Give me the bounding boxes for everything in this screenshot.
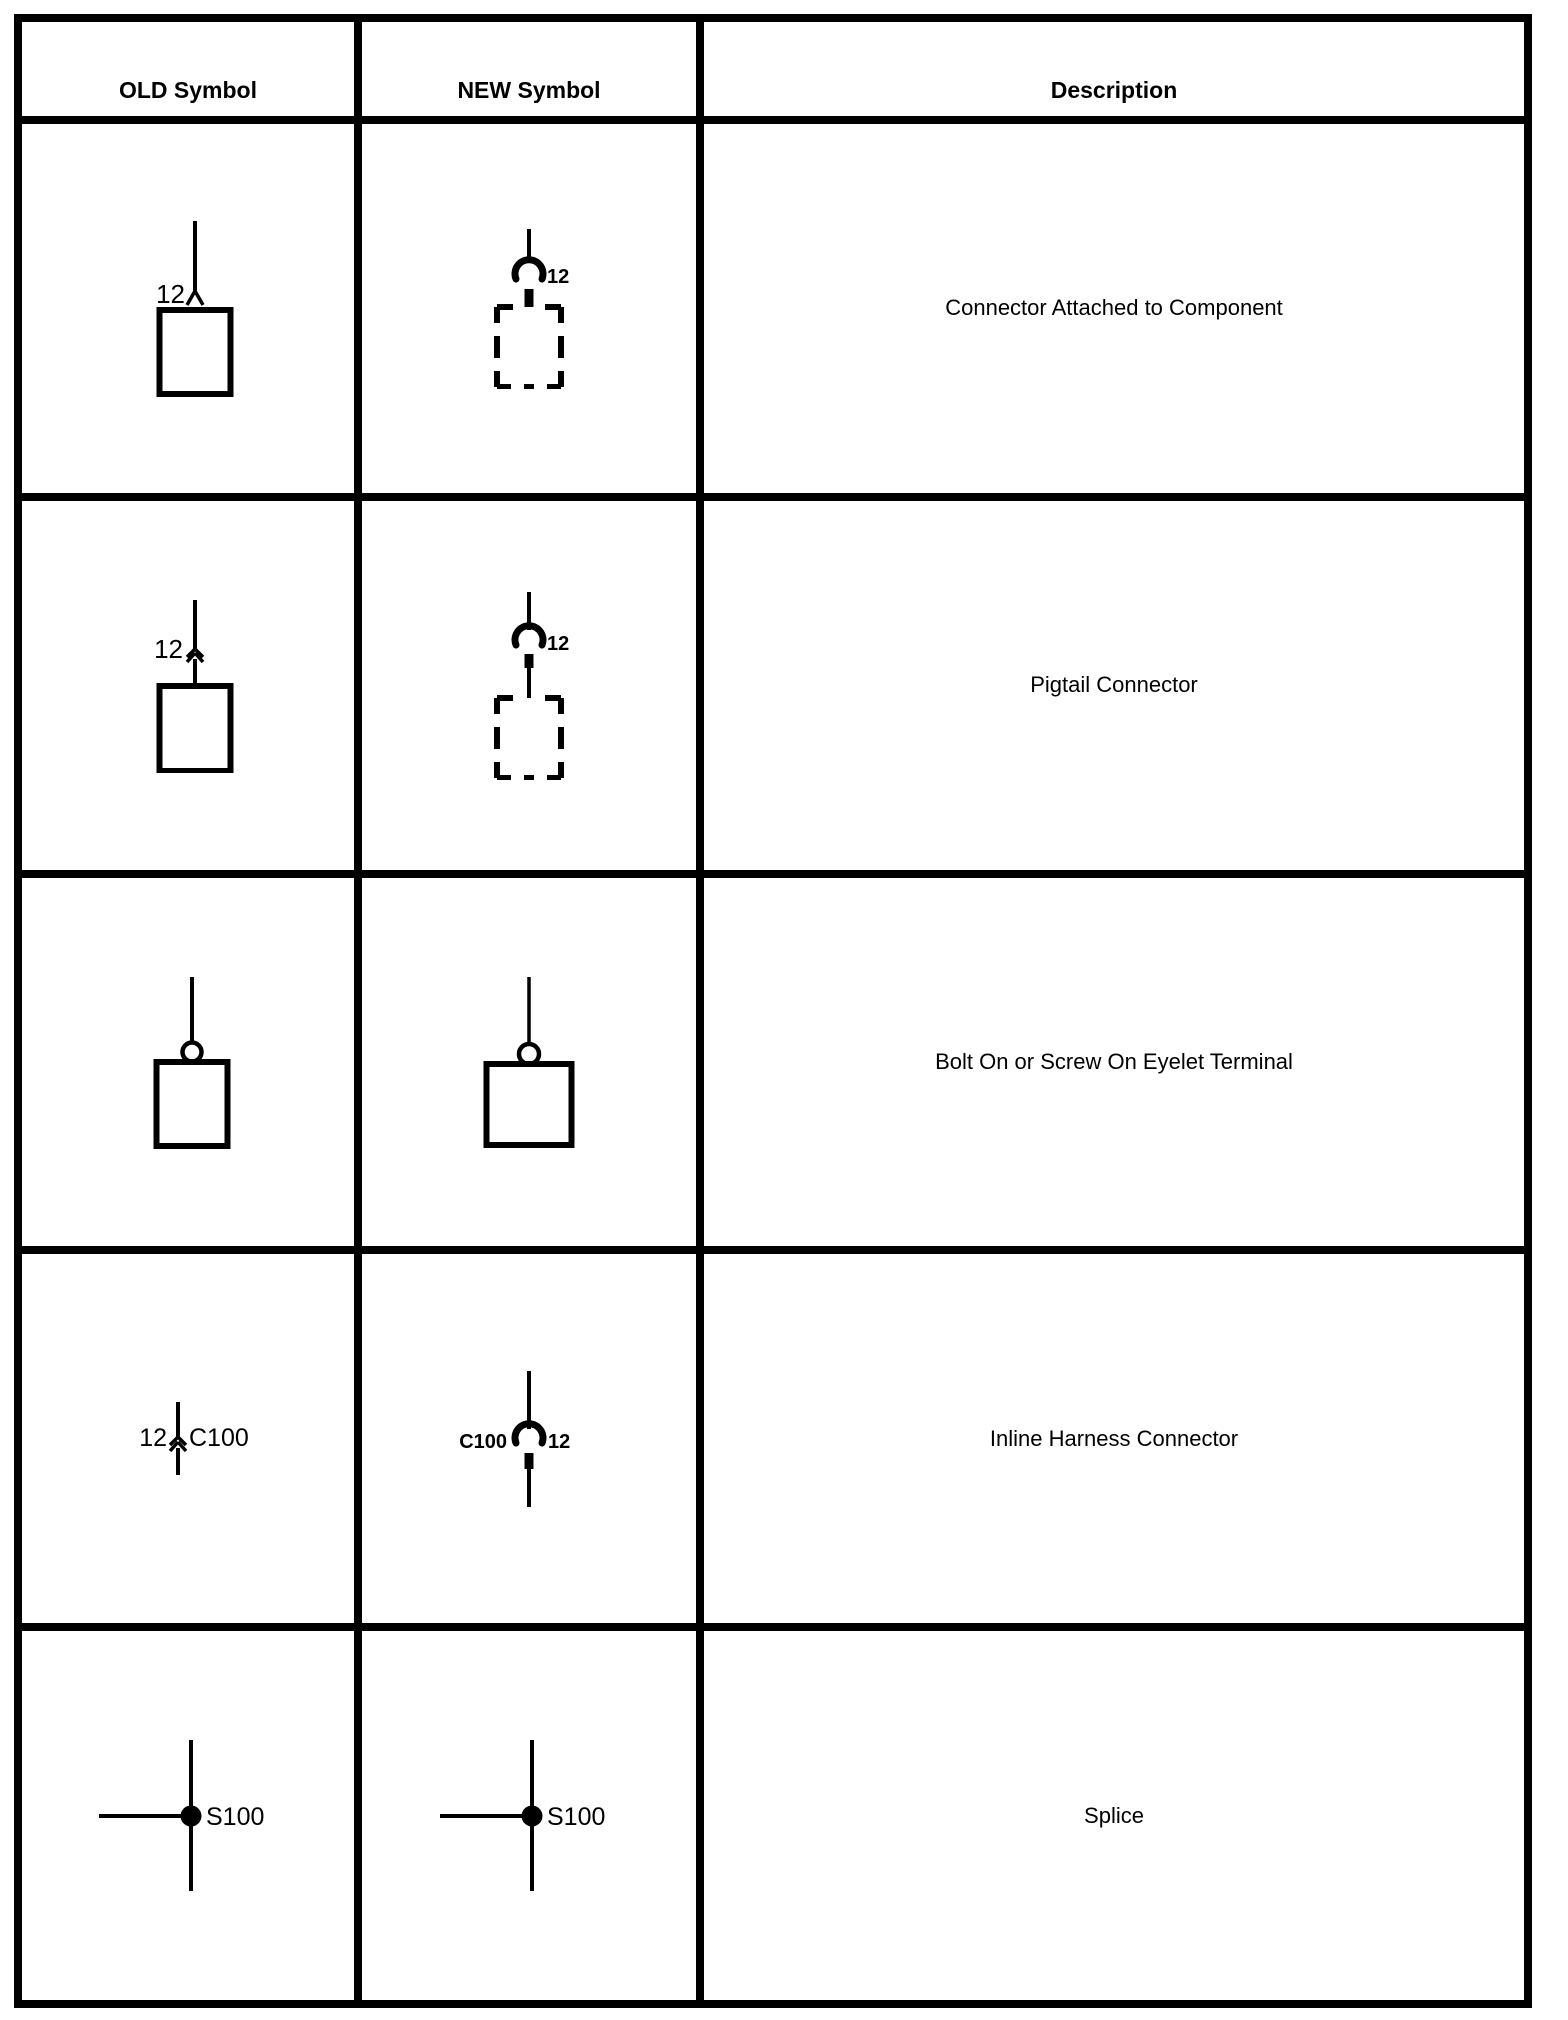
row-1-old-symbol-cell [22,124,354,493]
row-5-old-symbol-cell [22,1631,354,2000]
connector-fork-icon [187,291,203,305]
header-new-symbol-label: NEW Symbol [457,77,601,103]
new-pigtail-connector-symbol [459,590,599,780]
symbol-legend-table [14,14,1532,2008]
eyelet-circle-icon [183,1042,202,1061]
row-2-description-cell [704,501,1524,870]
component-box [160,686,231,771]
old-pigtail-connector-symbol [123,598,253,773]
pin-number-label: 12 [548,1430,571,1453]
row-2-new-symbol-cell [362,501,696,870]
row-4-new-symbol-cell [362,1254,696,1623]
splice-dot-icon [180,1806,201,1827]
old-connector-attached-symbol [123,219,253,397]
component-box [157,1062,228,1146]
connector-arc-icon [515,626,543,645]
pin-number-label: 12 [139,1424,167,1453]
pin-number-label: 12 [547,633,570,656]
component-box [160,310,231,394]
header-description-label: Description [1050,77,1178,103]
splice-id-label: S100 [205,1803,264,1832]
old-inline-harness-connector-symbol [93,1400,283,1477]
header-description [704,22,1524,116]
row-3-old-symbol-cell [22,878,354,1247]
new-eyelet-terminal-symbol [469,975,589,1148]
header-old-symbol-label: OLD Symbol [118,77,257,103]
row-1-new-symbol-cell [362,124,696,493]
description-text: Inline Harness Connector [989,1425,1239,1451]
description-text: Bolt On or Screw On Eyelet Terminal [935,1048,1293,1074]
old-eyelet-terminal-symbol [133,975,243,1149]
row-5-description-cell [704,1631,1524,2000]
connector-id-label: C100 [189,1424,249,1453]
component-box [487,1064,572,1145]
connector-id-label: C100 [459,1430,507,1453]
new-connector-attached-symbol [459,227,599,389]
row-1-description-cell [704,124,1524,493]
row-3-new-symbol-cell [362,878,696,1247]
row-2-old-symbol-cell [22,501,354,870]
old-splice-symbol [96,1738,281,1893]
description-text: Pigtail Connector [1030,672,1198,698]
pin-number-label: 12 [154,633,183,664]
pin-number-label: 12 [547,266,570,289]
dashed-component-box [497,698,561,778]
dashed-component-box [497,307,561,387]
new-inline-harness-connector-symbol [429,1369,629,1509]
new-splice-symbol [437,1738,622,1893]
splice-id-label: S100 [546,1803,605,1832]
header-old-symbol [22,22,354,116]
header-new-symbol [362,22,696,116]
description-text: Splice [1084,1802,1144,1828]
row-3-description-cell [704,878,1524,1247]
row-5-new-symbol-cell [362,1631,696,2000]
connector-arc-icon [515,260,543,279]
row-4-old-symbol-cell [22,1254,354,1623]
description-text: Connector Attached to Component [945,295,1283,321]
row-4-description-cell [704,1254,1524,1623]
pin-number-label: 12 [156,279,185,310]
splice-dot-icon [521,1806,542,1827]
connector-arc-icon [515,1424,543,1443]
